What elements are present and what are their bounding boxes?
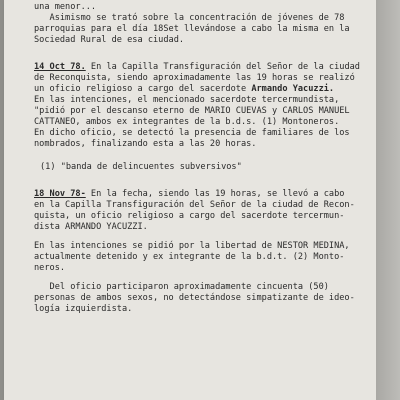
- intentions-line: En las intenciones se pidió por la libertad de NESTOR MEDINA,: [34, 241, 350, 251]
- report1-line: CATTANEO, ambos ex integrantes de la b.d.s. (1) Montoneros.: [34, 117, 340, 127]
- report1-line: En las intenciones, el mencionado sacerdote tercermundista,: [34, 95, 340, 105]
- attendance-line: personas de ambos sexos, no detectándose simpatizante de ideo-: [34, 293, 355, 303]
- footnote: (1) "banda de delincuentes subversivos": [40, 162, 242, 172]
- report1-line: En dicho oficio, se detectó la presencia de familiares de los: [34, 128, 350, 138]
- intro-line: Sociedad Rural de esa ciudad.: [34, 35, 185, 45]
- document-body: [34, 0, 364, 315]
- attendance-line: Del oficio participaron aproximadamente cincuenta (50): [34, 282, 329, 292]
- report2-line: quista, un oficio religioso a cargo del sacerdote tercermun-: [34, 211, 345, 221]
- report1-date: 14 Oct 78.: [34, 62, 86, 72]
- document-page: [4, 0, 376, 400]
- margin-note: [12, 4, 22, 64]
- intro-line: parroquias para el día 18Set llevándose a cabo la misma en la: [34, 24, 350, 34]
- report1-line: un oficio religioso a cargo del sacerdote Armando Yacuzzi.: [34, 84, 335, 94]
- report1-line: de Reconquista, siendo aproximadamente las 19 horas se realizó: [34, 73, 355, 83]
- background-surface: [376, 0, 400, 400]
- report1-line: "pidió por el descanso eterno de MARIO CUEVAS y CARLOS MANUEL: [34, 106, 350, 116]
- report1-first-line: 14 Oct 78. En la Capilla Transfiguración del Señor de la ciudad: [34, 62, 360, 72]
- priest-name: Armando Yacuzzi.: [251, 84, 335, 94]
- report2-line: en la Capilla Transfiguración del Señor de la ciudad de Recon-: [34, 200, 355, 210]
- report2-first-line: 18 Nov 78- En la fecha, siendo las 19 horas, se llevó a cabo: [34, 189, 345, 199]
- attendance-line: logía izquierdista.: [34, 304, 133, 314]
- intro-line: una menor...: [34, 2, 97, 12]
- intro-line: Asimismo se trató sobre la concentración de jóvenes de 78: [34, 13, 345, 23]
- intentions-line: neros.: [34, 263, 66, 273]
- intentions-line: actualmente detenido y ex integrante de la b.d.t. (2) Monto-: [34, 252, 345, 262]
- report2-date: 18 Nov 78-: [34, 189, 86, 199]
- report2-line: dista ARMANDO YACUZZI.: [34, 222, 148, 232]
- report1-line: nombrados, finalizando esta a las 20 horas.: [34, 139, 257, 149]
